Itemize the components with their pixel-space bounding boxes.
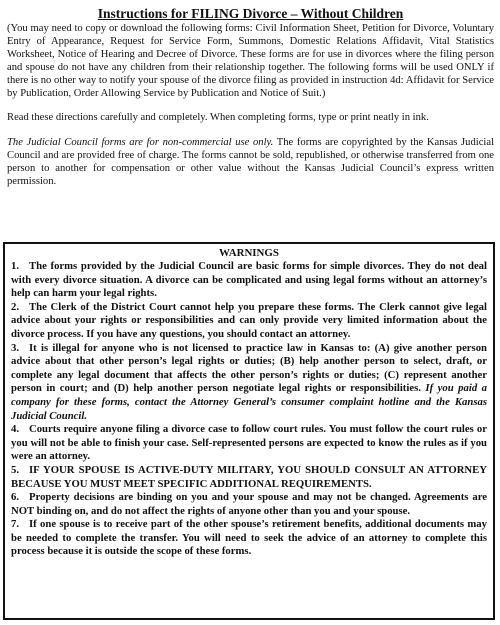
warning-number: 7. xyxy=(11,518,20,531)
read-directions-paragraph: Read these directions carefully and completely. When completing forms, type or print neatly in ink. xyxy=(7,112,429,124)
copyright-paragraph xyxy=(7,137,494,189)
warning-number: 3. xyxy=(11,341,20,354)
warning-text: The forms provided by the Judicial Council are basic forms for simple divorces. They do not deal with every divorce situation. A divorce can be complicated and using legal forms without an attorney’s help can harm your legal rights. xyxy=(11,260,487,300)
copyright-italic: The Judicial Council forms are for non-commercial use only. xyxy=(7,137,274,149)
warning-item-2 xyxy=(11,301,487,342)
warning-item-6 xyxy=(11,491,487,518)
warning-number: 1. xyxy=(11,260,20,272)
spacer xyxy=(7,100,494,112)
warning-number: 5. xyxy=(11,463,20,476)
copyright-text: The forms are copyrighted by the Kansas Judicial Council and are provided free of charge. The forms cannot be sold, republished, or otherwise transferred from one person to another for compensation or other value without the Kansas Judicial Council’s express written permission. xyxy=(7,137,495,188)
warning-number: 6. xyxy=(11,491,20,504)
warning-item-4 xyxy=(11,423,487,464)
warning-number: 2. xyxy=(11,300,20,313)
warning-item-3 xyxy=(11,342,487,424)
warning-text: If one spouse is to receive part of the other spouse’s retirement benefits, additional documents may be needed to complete the transfer. You will need to seek the advice of an attorney to complete this process because it is outside the scope of these forms. xyxy=(11,518,487,558)
spacer xyxy=(7,125,494,137)
warning-italic-text: If you paid a company for these forms, contact the Attorney General’s consumer complaint hotline and the Kansas Judicial Council. xyxy=(11,382,488,422)
warning-text: IF YOUR SPOUSE IS ACTIVE-DUTY MILITARY, YOU SHOULD CONSULT AN ATTORNEY BECAUSE YOU MUST MEET SPECIFIC ADDITIONAL REQUIREMENTS. xyxy=(11,463,487,490)
warning-item-5 xyxy=(11,464,487,491)
warning-item-1 xyxy=(11,260,487,301)
document-title: Instructions for FILING Divorce – Without Children xyxy=(97,6,404,21)
warning-text: It is illegal for anyone who is not licensed to practice law in Kansas to: (A) give another person advice about that other person’s legal rights or duties; (B) help another person to select, draft, or complete any legal document that affects the other person’s rights or duties; (C) represent another person in court; and (D) help another person negotiate legal rights or responsibilities. xyxy=(11,341,487,395)
warnings-heading: WARNINGS xyxy=(219,247,279,259)
warning-item-7 xyxy=(11,518,487,559)
warning-text: Property decisions are binding on you and your spouse and may not be changed. Agreements are NOT binding on, and do not affect the rights of anyone other than you and your spouse. xyxy=(11,491,487,517)
warning-text: The Clerk of the District Court cannot help you prepare these forms. The Clerk cannot give legal advice about your rights or responsibilities and can only provide very limited information about the divorce process. If you have any questions, you should contact an attorney. xyxy=(11,300,487,340)
warning-number: 4. xyxy=(11,423,20,436)
intro-paragraph: (You may need to copy or download the following forms: Civil Information Sheet, Petition for Divorce, Voluntary Entry of Appearance, Request for Service Form, Summons, Domestic Relations Affidavit, Vital Statistics Worksheet, Notice of Hearing and Decree of Divorce. These forms are for use in divorces where the filing person and spouse do not have any children from their relationship together. The following forms will be used ONLY if there is no other way to notify your spouse of the divorce filing as provided in instruction 4d: Affidavit for Service by Publication, Order Allowing Service by Publication and Notice of Suit.) xyxy=(7,23,494,99)
warning-text: Courts require anyone filing a divorce case to follow court rules. You must follow the court rules or you will not be able to finish your case. Self-represented persons are expected to know the rules as if you were an attorney. xyxy=(11,423,487,463)
warnings-box xyxy=(3,242,495,620)
